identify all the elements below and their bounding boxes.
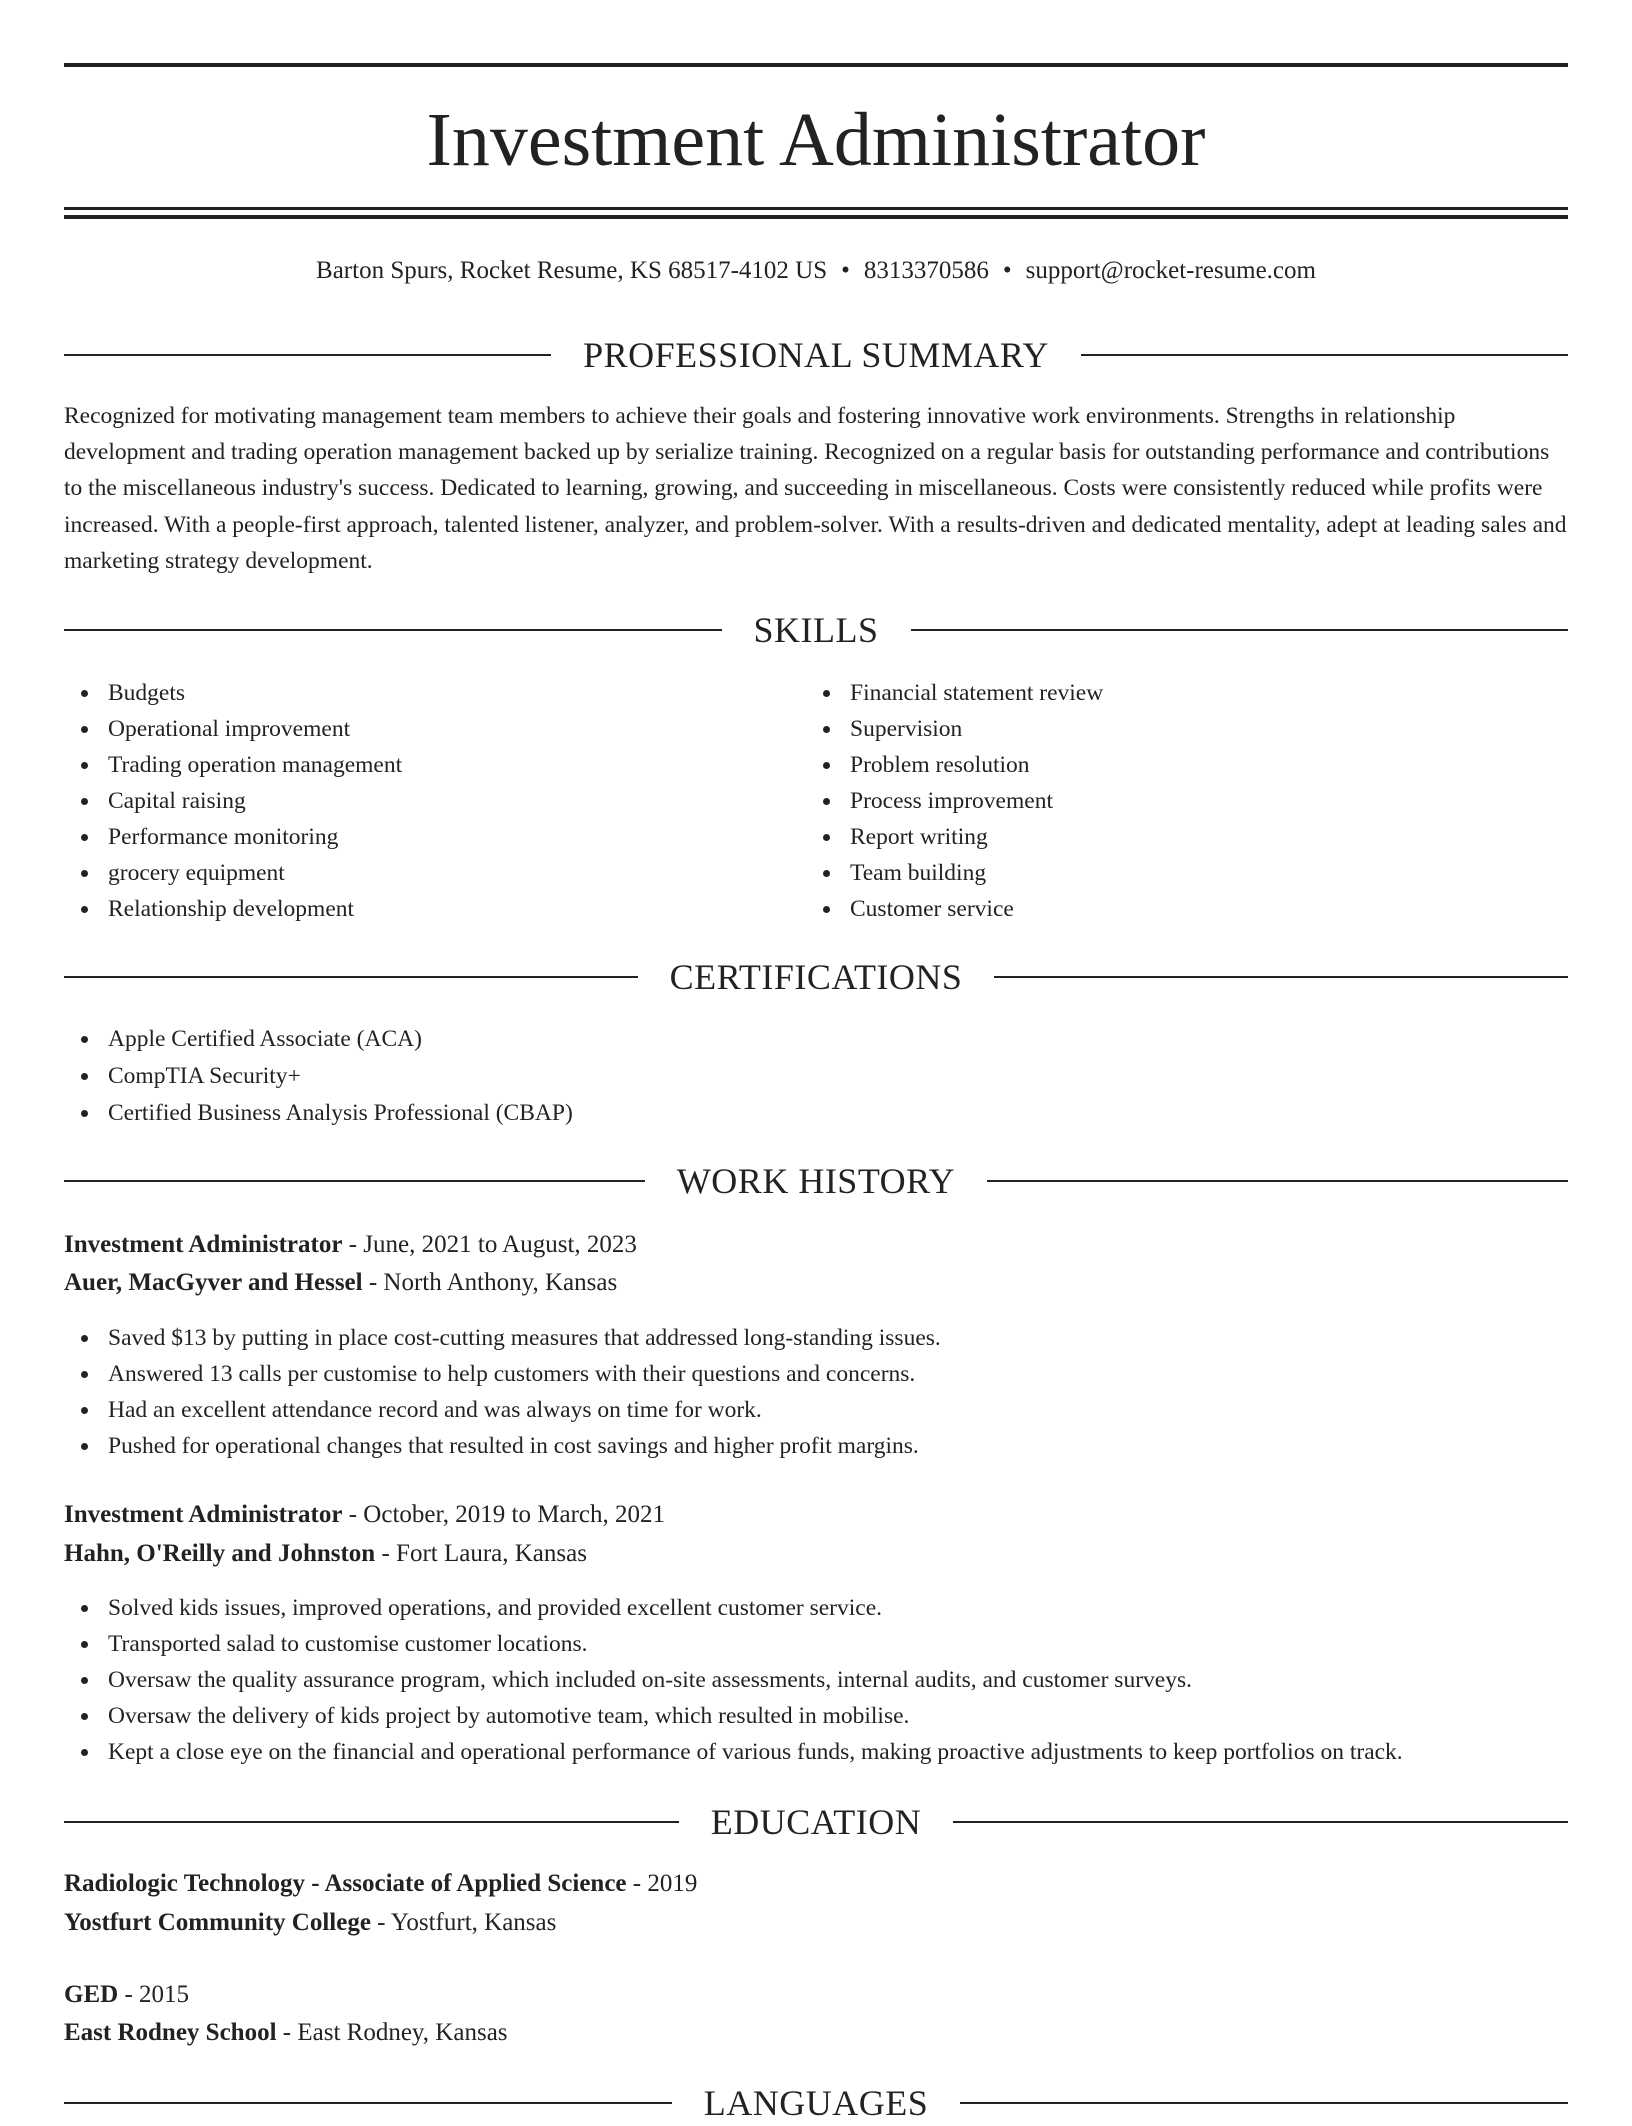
list-item: Relationship development [64,891,804,927]
education-school: Yostfurt Community College [64,1909,371,1936]
certifications-list [64,1021,573,1132]
job-company-line [64,1535,1568,1573]
heading-rule-left [64,354,551,356]
job-location: - Fort Laura, Kansas [375,1540,587,1567]
list-item: Solved kids issues, improved operations, and provided excellent customer service. [64,1590,1403,1626]
contact-line [64,254,1568,288]
list-item: Certified Business Analysis Professional (CBAP) [64,1095,573,1132]
job-company-line [64,1264,1568,1302]
education-school-line [64,1904,1568,1942]
list-item: Transported salad to customise customer locations. [64,1626,1403,1662]
summary-text: Recognized for motivating management team members to achieve their goals and fostering innovative work environments. Strengths in relationship development and trading operation management backed up by serialize training. Recognized on a regular basis for outstanding performance and contributions to the miscellaneous industry's success. Dedicated to learning, growing, and succeeding in miscellaneous. Costs were consistently reduced while profits were increased. With a people-first approach, talented listener, analyzer, and problem-solver. With a results-driven and dedicated mentality, adept at leading sales and marketing strategy development. [64,403,1567,574]
heading-rule-right [987,1180,1568,1182]
list-item: Kept a close eye on the financial and operational performance of various funds, making proactive adjustments to keep portfolios on track. [64,1734,1403,1770]
education-year: - 2015 [118,1981,190,2008]
job-location: - North Anthony, Kansas [362,1269,618,1296]
heading-rule-right [960,2102,1568,2104]
section-heading-summary [64,332,1568,378]
heading-rule-right [953,1821,1568,1823]
list-item: Answered 13 calls per customise to help customers with their questions and concerns. [64,1356,941,1392]
job-dates: - June, 2021 to August, 2023 [342,1231,637,1258]
section-title: PROFESSIONAL SUMMARY [583,335,1049,375]
contact-phone: 8313370586 [863,257,989,284]
skills-list-right [806,675,1566,927]
education-year: - 2019 [626,1870,698,1897]
education-location: - Yostfurt, Kansas [370,1909,557,1936]
list-item: Operational improvement [64,711,804,747]
list-item: Process improvement [806,783,1566,819]
title-rule-lower [64,215,1568,219]
list-item: Report writing [806,819,1566,855]
list-item: Capital raising [64,783,804,819]
list-item: Trading operation management [64,747,804,783]
list-item: Performance monitoring [64,819,804,855]
section-heading-skills [64,607,1568,653]
list-item: Oversaw the delivery of kids project by automotive team, which resulted in mobilise. [64,1698,1403,1734]
education-location: - East Rodney, Kansas [276,2019,508,2046]
section-title: CERTIFICATIONS [669,957,963,997]
job-title-line [64,1496,1568,1534]
heading-rule-left [64,629,722,631]
list-item: Customer service [806,891,1566,927]
list-item: Pushed for operational changes that resulted in cost savings and higher profit margins. [64,1428,941,1464]
list-item: Apple Certified Associate (ACA) [64,1021,573,1058]
education-school-line [64,2014,1568,2052]
section-heading-education [64,1799,1568,1845]
education-degree: GED [64,1981,119,2008]
list-item: Problem resolution [806,747,1566,783]
heading-rule-left [64,2102,672,2104]
top-rule [64,63,1568,67]
list-item: Budgets [64,675,804,711]
heading-rule-right [994,976,1568,978]
contact-address: Barton Spurs, Rocket Resume, KS 68517-4102 US [316,257,828,284]
heading-rule-right [1081,354,1568,356]
contact-separator: • [1002,257,1012,284]
list-item: grocery equipment [64,855,804,891]
section-title: WORK HISTORY [676,1161,956,1201]
job-title: Investment Administrator [64,1231,343,1258]
list-item: Team building [806,855,1566,891]
education-school: East Rodney School [64,2019,277,2046]
section-title: EDUCATION [710,1802,922,1842]
heading-rule-right [911,629,1569,631]
job-company: Auer, MacGyver and Hessel [64,1269,363,1296]
page-title: Investment Administrator [426,98,1206,182]
list-item: Supervision [806,711,1566,747]
section-heading-certifications [64,954,1568,1000]
contact-email: support@rocket-resume.com [1025,257,1316,284]
job-bullets [64,1320,941,1464]
education-degree: Radiologic Technology - Associate of Applied Science [64,1870,627,1897]
section-title: LANGUAGES [703,2083,929,2123]
job-dates: - October, 2019 to March, 2021 [342,1501,666,1528]
list-item: CompTIA Security+ [64,1058,573,1095]
list-item: Had an excellent attendance record and was always on time for work. [64,1392,941,1428]
list-item: Saved $13 by putting in place cost-cutting measures that addressed long-standing issues. [64,1320,941,1356]
section-heading-languages [64,2080,1568,2126]
job-bullets [64,1590,1403,1770]
heading-rule-left [64,976,638,978]
section-title: SKILLS [753,610,879,650]
job-title-line [64,1226,1568,1264]
heading-rule-left [64,1821,679,1823]
education-degree-line [64,1976,1568,2014]
skills-list-left [64,675,804,927]
job-company: Hahn, O'Reilly and Johnston [64,1540,376,1567]
heading-rule-left [64,1180,645,1182]
education-degree-line [64,1865,1568,1903]
list-item: Financial statement review [806,675,1566,711]
contact-separator: • [841,257,850,284]
job-title: Investment Administrator [64,1501,343,1528]
title-rule-upper [64,207,1568,210]
list-item: Oversaw the quality assurance program, which included on-site assessments, internal audits, and customer surveys. [64,1662,1403,1698]
section-heading-work-history [64,1158,1568,1204]
